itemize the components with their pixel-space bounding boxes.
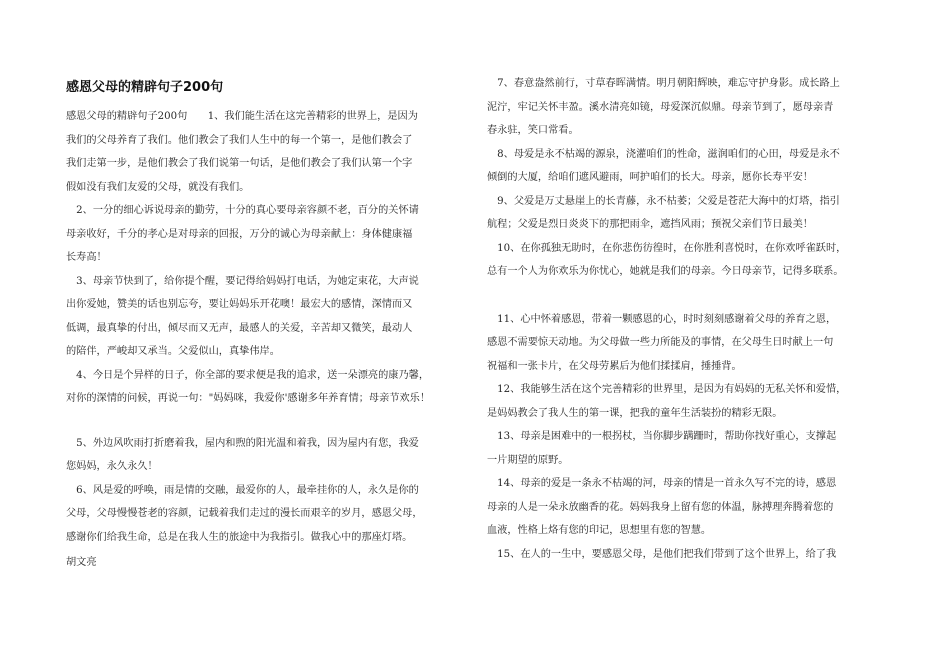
paragraph: 14、母亲的爱是一条永不枯竭的河，母亲的情是一首永久写不完的诗，感恩 母亲的人是一朵永放幽香的花。妈妈我身上留有您的体温，脉搏理奔腾着您的 血液，性格上烙有您的印记，思想里有您的智慧。 [487, 478, 837, 536]
paragraph: 7、春意盎然前行，寸草春晖满情。明月朝阳辉映，难忘守护身影。成长路上 泥泞，牢记关怀丰盈。溪水清亮如镜，母爱深沉似鼎。母亲节到了，愿母亲青 春永驻，笑口常看。 [487, 78, 840, 136]
left-column [66, 74, 478, 575]
paragraph: 感恩父母的精辟句子200句 1、我们能生活在这完善精彩的世界上，是因为 我们的父母养育了我们。他们教会了我们人生中的每一个第一，是他们教会了 我们走第一步，是他们教会了我们说第一句话，是他们教会了我们认第一个字 假如没有我们友爱的父母，就没有我们。 [66, 111, 418, 193]
paragraph: 4、今日是个异样的日子，你全部的要求便是我的追求，送一朵漂亮的康乃馨， 对你的深情的问候，再说一句："妈妈咪，我爱你'感谢多年养育情；母亲节欢乐！ [66, 369, 431, 404]
paragraph: 2、一分的细心诉说母亲的勤劳，十分的真心要母亲容颜不老，百分的关怀请 母亲收好，千分的孝心是对母亲的回报，万分的诚心为母亲献上：身体健康福 长寿高！ [66, 205, 419, 263]
paragraph: 10、在你孤独无助时，在你悲伤彷徨时，在你胜利喜悦时，在你欢呼雀跃时， 总有一个人为你欢乐为你忧心，她就是我们的母亲。今日母亲节，记得多联系。 [487, 242, 847, 277]
paragraph: 12、我能够生活在这个完善精彩的世界里，是因为有妈妈的无私关怀和爱惜， 是妈妈教会了我人生的第一课，把我的童年生活装扮的精彩无限。 [487, 384, 847, 419]
paragraph: 5、外边风吹雨打折磨着我，屋内和煦的阳光温和着我，因为屋内有您，我爱 您妈妈，永久永久！ [66, 437, 419, 472]
paragraph-gap [66, 411, 478, 432]
paragraph: 9、父爱是万丈悬崖上的长青藤，永不枯萎；父爱是苍茫大海中的灯塔，指引 航程；父爱是烈日炎炎下的那把雨伞，遮挡风雨；预祝父亲们节日最美！ [487, 195, 840, 230]
paragraph: 11、心中怀着感恩，带着一颗感恩的心，时时刻刻感谢着父母的养育之恩， 感恩不需要惊天动地。为父母做一些力所能及的事情，在父母生日时献上一句 祝福和一张卡片，在父母劳累后为他们揉揉肩，捶捶背。 [487, 313, 837, 372]
document-title: 感恩父母的精辟句子200句 [66, 80, 224, 95]
paragraph: 13、母亲是困难中的一根拐杖，当你脚步蹒跚时，帮助你找好重心，支撑起 一片期望的原野。 [487, 431, 837, 466]
author-name: 胡文亮 [66, 557, 97, 568]
paragraph: 3、母亲节快到了，给你提个醒，要记得给妈妈打电话，为她定束花，大声说 出你爱她，赞美的话也别忘夸，要让妈妈乐开花噢！最宏大的感情，深情而又 低调，最真挚的付出，倾尽而又无声，最感人的关爱，辛苦却又微笑，最动人 的陪伴，严峻却又承当。父爱似山，真挚伟岸。 [66, 275, 419, 357]
paragraph: 15、在人的一生中，要感恩父母，是他们把我们带到了这个世界上，给了我 [487, 548, 837, 560]
paragraph: 8、母爱是永不枯竭的源泉，浇灌咱们的性命，滋润咱们的心田，母爱是永不 倾倒的大厦，给咱们遮风避雨，呵护咱们的长大。母亲，愿你长寿平安！ [487, 148, 840, 183]
right-column [487, 72, 899, 566]
paragraph: 6、风是爱的呼唤，雨是情的交融，最爱你的人，最牵挂你的人，永久是你的 父母，父母慢慢苍老的容颜，记载着我们走过的漫长而艰辛的岁月，感恩父母， 感谢你们给我生命，总是在我人生的旅途中为我指引。做我心中的那座灯塔。 [66, 484, 423, 543]
paragraph-gap [487, 284, 899, 308]
